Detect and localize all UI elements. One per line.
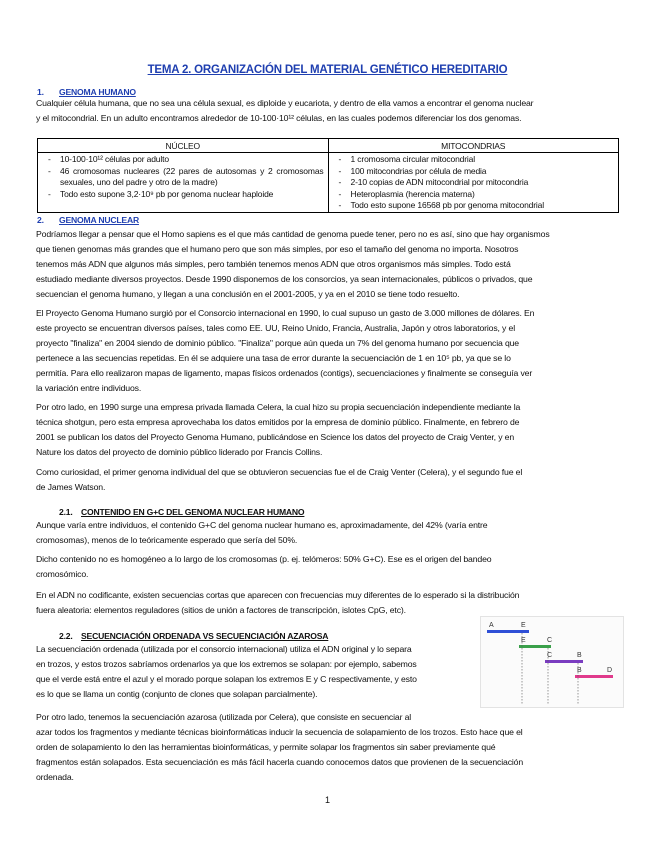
section-2-2-paragraph-2 bbox=[36, 710, 618, 785]
text-line: que tienen genomas más grandes que el humano pero que son más simples, por eso el tamaño del genoma no importa. Nosotros bbox=[36, 244, 519, 254]
section-2-2-heading bbox=[59, 631, 328, 641]
page-number: 1 bbox=[324, 795, 330, 805]
nucleus-item: - 46 cromosomas nucleares (22 pares de autosomas y 2 cromosomas sexuales, uno del padre y otro de la madre) bbox=[42, 166, 324, 189]
text-line: ordenada. bbox=[36, 772, 74, 782]
text-line: que el verde está entre el azul y el morado porque solapan los extremos E y C respectivamente, y esto bbox=[36, 674, 417, 684]
section-2-2-paragraph-1 bbox=[36, 642, 476, 702]
nucleus-item: - Todo esto supone 3,2·10⁹ pb por genoma nuclear haploide bbox=[42, 189, 324, 201]
section-2-1-paragraph-3 bbox=[36, 588, 618, 618]
genome-comparison-table bbox=[37, 138, 619, 213]
text-line: es lo que se llama un contig (conjunto de clones que solapan parcialmente). bbox=[36, 689, 318, 699]
section-2-1-number: 2.1. bbox=[59, 507, 73, 517]
mitochondria-cell bbox=[328, 153, 619, 213]
text-line: Cualquier célula humana, que no sea una célula sexual, es diploide y eucariota, y dentro de ella vamos a encontrar el genoma nuclear bbox=[36, 98, 534, 108]
mitochondria-item: - Heteroplasmia (herencia materna) bbox=[333, 189, 615, 201]
text-line: estudiado mediante diversos proyectos. Desde 1990 disponemos de los consorcios, ya sean internacionales, públicos o privados, que bbox=[36, 274, 533, 284]
text-line: cromosomas), menos de lo teóricamente esperado que sería del 50%. bbox=[36, 535, 298, 545]
section-2-1-title: CONTENIDO EN G+C DEL GENOMA NUCLEAR HUMANO bbox=[81, 507, 305, 517]
label-a: A bbox=[489, 622, 494, 629]
mitochondria-item: - 1 cromosoma circular mitocondrial bbox=[333, 154, 615, 166]
section-1-number: 1. bbox=[37, 87, 44, 97]
text-line: técnica shotgun, pero esta empresa aprovechaba los datos emitidos por la empresa de dominio público. Finalmente, en febrero de bbox=[36, 417, 520, 427]
text-line: Podríamos llegar a pensar que el Homo sapiens es el que más cantidad de genoma puede tener, pero no es así, sino que hay organismos bbox=[36, 229, 550, 239]
section-2-1-paragraph-1 bbox=[36, 518, 618, 548]
section-2-paragraph-2 bbox=[36, 306, 618, 396]
document-title: TEMA 2. ORGANIZACIÓN DEL MATERIAL GENÉTICO HEREDITARIO bbox=[147, 64, 508, 76]
section-2-1-paragraph-2 bbox=[36, 552, 618, 582]
section-2-2-number: 2.2. bbox=[59, 631, 73, 641]
section-2-heading bbox=[37, 215, 139, 225]
section-2-paragraph-3 bbox=[36, 400, 618, 460]
fragment-blue bbox=[487, 630, 529, 633]
text-line: Nature los datos del proyecto de dominio público liderado por Francis Collins. bbox=[36, 447, 323, 457]
contig-diagram bbox=[480, 616, 624, 708]
label-c: C bbox=[547, 637, 553, 644]
text-line: secuencian el genoma humano, y llegan a una conclusión en el 2001-2005, y ya en el 2010 se tiene todo resuelto. bbox=[36, 289, 460, 299]
mitochondria-item: - 2-10 copias de ADN mitocondrial por mitocondria bbox=[333, 177, 615, 189]
section-1-intro bbox=[36, 96, 618, 126]
mitochondria-item: - 100 mitocondrias por célula de media bbox=[333, 166, 615, 178]
text-line: La secuenciación ordenada (utilizada por el consorcio internacional) utiliza el ADN original y lo separa bbox=[36, 644, 412, 654]
text-line: fuera aleatoria: elementos reguladores (sitios de unión a factores de transcripción, islotes CpG, etc). bbox=[36, 605, 406, 615]
text-line: azar todos los fragmentos y mediante técnicas bioinformáticas inducir la secuencia de solapamiento de los trozos. Esto hace que el bbox=[36, 727, 523, 737]
text-line: orden de solapamiento lo den las herramientas bioinformáticas, y permite solapar los fragmentos sin saber previamente qué bbox=[36, 742, 496, 752]
text-line: Como curiosidad, el primer genoma individual del que se obtuvieron secuencias fue el de Craig Venter (Celera), y el segundo fue el bbox=[36, 467, 523, 477]
section-2-paragraph-4 bbox=[36, 465, 618, 495]
text-line: en trozos, y estos trozos sabríamos ordenarlos ya que los extremos se solapan: por ejemplo, sabemos bbox=[36, 659, 417, 669]
section-2-2-title: SECUENCIACIÓN ORDENADA VS SECUENCIACIÓN AZAROSA bbox=[81, 631, 329, 641]
text-line: fragmentos están solapados. Esta secuenciación es más fácil hacerla cuando conocemos datos que provienen de la secuenciación bbox=[36, 757, 524, 767]
nucleus-item: - 10-100·10¹² células por adulto bbox=[42, 154, 324, 166]
text-line: y el mitocondrial. En un adulto encontramos alrededor de 10-100·10¹² células, en las cuales podemos diferenciar los dos genomas. bbox=[36, 113, 522, 123]
text-line: tenemos más ADN que algunos más simples, pero también tenemos menos ADN que otros organismos más simples. Todo está bbox=[36, 259, 511, 269]
text-line: Aunque varía entre individuos, el contenido G+C del genoma nuclear humano es, aproximadamente, del 42% (varía entre bbox=[36, 520, 488, 530]
section-1-title: GENOMA HUMANO bbox=[59, 87, 136, 97]
text-line: la variación entre individuos. bbox=[36, 383, 142, 393]
nucleus-cell bbox=[38, 153, 329, 213]
text-line: proyecto "finaliza" en 2004 siendo de dominio público. "Finaliza" porque aún queda un 7% del genoma humano por secuencia que bbox=[36, 338, 519, 348]
label-e: E bbox=[521, 622, 526, 629]
text-line: Por otro lado, en 1990 surge una empresa privada llamada Celera, la cual hizo su propia secuenciación independiente mediante la bbox=[36, 402, 521, 412]
mitochondria-item: - Todo esto supone 16568 pb por genoma mitocondrial bbox=[333, 200, 615, 212]
text-line: Por otro lado, tenemos la secuenciación azarosa (utilizada por Celera), que consiste en secuenciar al bbox=[36, 712, 412, 722]
text-line: cromosómico. bbox=[36, 569, 89, 579]
section-2-paragraph-1 bbox=[36, 227, 618, 302]
section-2-1-heading bbox=[59, 507, 304, 517]
fragment-green bbox=[519, 645, 551, 648]
text-line: 2001 se publican los datos del Proyecto Genoma Humano, publicándose en Science los datos del proyecto de Craig Venter, y en bbox=[36, 432, 515, 442]
fragment-pink bbox=[575, 675, 613, 678]
text-line: pertenece a las secuencias repetidas. En él se adquiere una tasa de error durante la secuenciación de 1 en 10⁵ pb, ya que se lo bbox=[36, 353, 511, 363]
text-line: permitía. Para ello realizaron mapas de ligamento, mapas físicos ordenados (contigs), secuenciaciones y finalmente se conseguía ver bbox=[36, 368, 533, 378]
text-line: de James Watson. bbox=[36, 482, 106, 492]
section-2-title: GENOMA NUCLEAR bbox=[59, 215, 139, 225]
text-line: El Proyecto Genoma Humano surgió por el Consorcio internacional en 1990, lo cual supuso un gasto de 3.000 millones de dólares. En bbox=[36, 308, 535, 318]
fragment-purple bbox=[545, 660, 583, 663]
label-b: B bbox=[577, 652, 582, 659]
label-b-2: B bbox=[577, 667, 582, 674]
table-header-nucleus: NÚCLEO bbox=[38, 139, 329, 153]
text-line: En el ADN no codificante, existen secuencias cortas que aparecen con frecuencias muy diferentes de lo esperado si la distribución bbox=[36, 590, 520, 600]
label-c-2: C bbox=[547, 652, 553, 659]
contig-diagram-svg bbox=[481, 617, 623, 707]
text-line: Dicho contenido no es homogéneo a lo largo de los cromosomas (p. ej. telómeros: 50% G+C). Ese es el origen del bandeo bbox=[36, 554, 492, 564]
label-e-2: E bbox=[521, 637, 526, 644]
section-2-number: 2. bbox=[37, 215, 44, 225]
text-line: este proyecto se encuentran diversos países, tales como EE. UU, Reino Unido, Francia, Australia, Japón y otros laboratorios, y el bbox=[36, 323, 515, 333]
label-d: D bbox=[607, 667, 613, 674]
table-header-mitochondria: MITOCONDRIAS bbox=[328, 139, 619, 153]
